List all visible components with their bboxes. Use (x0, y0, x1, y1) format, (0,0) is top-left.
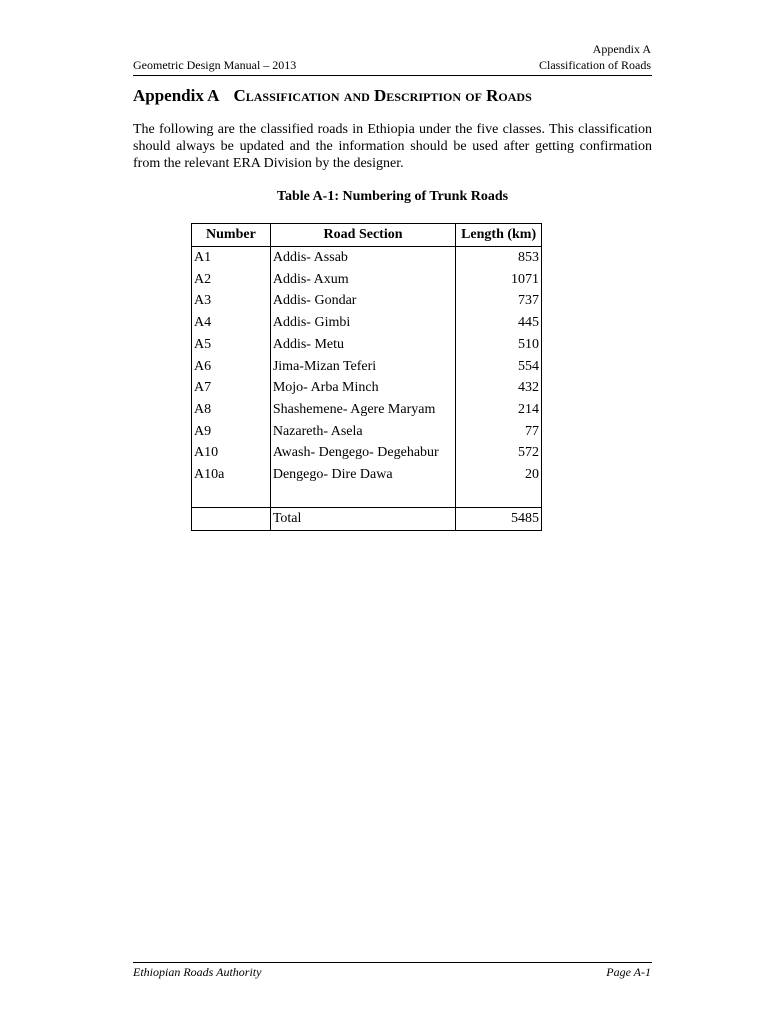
table-spacer-row (192, 486, 542, 508)
road-section-cell: Addis- Gondar (270, 290, 455, 312)
road-section-cell: Mojo- Arba Minch (270, 377, 455, 399)
empty-cell (192, 486, 271, 508)
road-number-cell: A8 (192, 399, 271, 421)
road-length-cell: 1071 (456, 269, 542, 291)
empty-cell (456, 486, 542, 508)
road-section-cell: Dengego- Dire Dawa (270, 464, 455, 486)
road-number-cell: A5 (192, 334, 271, 356)
road-number-cell: A9 (192, 421, 271, 443)
column-header-road-section: Road Section (270, 224, 455, 247)
road-length-cell: 214 (456, 399, 542, 421)
road-length-cell: 445 (456, 312, 542, 334)
table-row (192, 334, 542, 356)
table-row (192, 377, 542, 399)
footer-rule (133, 962, 652, 963)
table-header-row (192, 224, 542, 247)
table-caption: Table A-1: Numbering of Trunk Roads (276, 189, 509, 204)
road-number-cell: A6 (192, 356, 271, 378)
column-header-number: Number (192, 224, 271, 247)
table-row (192, 399, 542, 421)
table-total-row (192, 508, 542, 531)
road-number-cell: A10 (192, 442, 271, 464)
road-number-cell: A10a (192, 464, 271, 486)
table-body (192, 247, 542, 531)
empty-cell (270, 486, 455, 508)
road-length-cell: 510 (456, 334, 542, 356)
road-length-cell: 554 (456, 356, 542, 378)
table-row (192, 247, 542, 269)
table-row (192, 269, 542, 291)
table-row (192, 421, 542, 443)
road-section-cell: Addis- Assab (270, 247, 455, 269)
road-section-cell: Addis- Metu (270, 334, 455, 356)
road-length-cell: 737 (456, 290, 542, 312)
road-number-cell: A2 (192, 269, 271, 291)
table-row (192, 312, 542, 334)
road-length-cell: 572 (456, 442, 542, 464)
footer-organization: Ethiopian Roads Authority (133, 965, 262, 979)
road-section-cell: Shashemene- Agere Maryam (270, 399, 455, 421)
column-header-length: Length (km) (456, 224, 542, 247)
header-appendix-label: Appendix A (592, 42, 651, 56)
road-number-cell: A3 (192, 290, 271, 312)
road-section-cell: Awash- Dengego- Degehabur (270, 442, 455, 464)
header-manual-title: Geometric Design Manual – 2013 (133, 58, 297, 72)
total-value-cell: 5485 (456, 508, 542, 531)
header-rule (133, 75, 652, 76)
header-section-title: Classification of Roads (539, 58, 651, 72)
table-row (192, 290, 542, 312)
road-length-cell: 77 (456, 421, 542, 443)
trunk-roads-table (191, 223, 542, 531)
footer-page-number: Page A-1 (606, 965, 651, 979)
road-section-cell: Nazareth- Asela (270, 421, 455, 443)
road-length-cell: 20 (456, 464, 542, 486)
total-label-cell: Total (270, 508, 455, 531)
road-length-cell: 432 (456, 377, 542, 399)
intro-paragraph: The following are the classified roads in Ethiopia under the five classes. This classification should always be updated and the information should be used after getting confirmation from the relevant ERA Division by the designer. (133, 122, 652, 171)
table-row (192, 464, 542, 486)
empty-cell (192, 508, 271, 531)
road-length-cell: 853 (456, 247, 542, 269)
road-section-cell: Jima-Mizan Teferi (270, 356, 455, 378)
road-number-cell: A1 (192, 247, 271, 269)
table-row (192, 442, 542, 464)
road-section-cell: Addis- Gimbi (270, 312, 455, 334)
page-title (133, 86, 532, 106)
road-section-cell: Addis- Axum (270, 269, 455, 291)
road-number-cell: A4 (192, 312, 271, 334)
page-title-text: Classification and Description of Roads (233, 86, 532, 105)
road-number-cell: A7 (192, 377, 271, 399)
page-title-label: Appendix A (133, 86, 220, 105)
table-row (192, 356, 542, 378)
